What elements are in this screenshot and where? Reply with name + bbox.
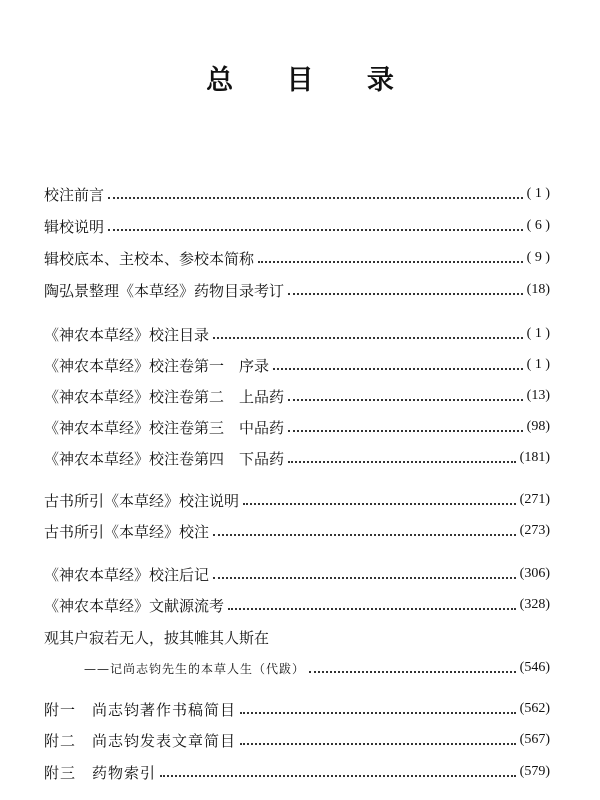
toc-entry-page: (273) bbox=[519, 523, 550, 538]
leader-dots bbox=[288, 461, 516, 463]
toc-entry-label: 附二 尚志钧发表文章简目 bbox=[44, 731, 237, 750]
toc-entry-page: ( 6 ) bbox=[526, 218, 550, 233]
toc-entry-page: (546) bbox=[519, 660, 550, 675]
toc-entry[interactable] bbox=[44, 384, 550, 408]
toc-entry[interactable] bbox=[44, 182, 550, 206]
toc-entry-label: ——记尚志钧先生的本草人生（代跋） bbox=[84, 661, 306, 676]
page-title: 总 目 录 bbox=[206, 65, 416, 96]
toc-entry-label: 附一 尚志钧著作书稿简目 bbox=[44, 700, 237, 719]
leader-dots bbox=[160, 775, 516, 777]
toc-entry-page: ( 1 ) bbox=[526, 326, 550, 341]
leader-dots bbox=[258, 261, 523, 263]
toc-entry[interactable] bbox=[44, 760, 550, 784]
leader-dots bbox=[108, 197, 523, 199]
leader-dots bbox=[243, 503, 516, 505]
leader-dots bbox=[213, 534, 516, 536]
leader-dots bbox=[273, 368, 523, 370]
toc-entry-page: (181) bbox=[519, 450, 550, 465]
leader-dots bbox=[309, 671, 516, 673]
toc-entry-label: 《神农本草经》校注卷第二 上品药 bbox=[44, 387, 285, 406]
toc-entry[interactable] bbox=[44, 593, 550, 617]
leader-dots bbox=[228, 608, 516, 610]
leader-dots bbox=[213, 577, 516, 579]
toc-entry[interactable] bbox=[44, 278, 550, 302]
toc-entry-page: (98) bbox=[526, 419, 550, 434]
toc-entry-label: 《神农本草经》校注卷第四 下品药 bbox=[44, 449, 285, 468]
toc-entry-label: 校注前言 bbox=[44, 185, 105, 204]
toc-entry-page: (13) bbox=[526, 388, 550, 403]
toc-entry-label: 辑校说明 bbox=[44, 217, 105, 236]
toc-entry-label: 古书所引《本草经》校注说明 bbox=[44, 491, 240, 510]
toc-entry-page: ( 1 ) bbox=[526, 186, 550, 201]
leader-dots bbox=[240, 712, 516, 714]
toc-entry[interactable] bbox=[44, 322, 550, 346]
toc-entry[interactable] bbox=[44, 519, 550, 543]
toc-entry-subtitle[interactable] bbox=[44, 656, 550, 680]
toc-entry-label: 陶弘景整理《本草经》药物目录考订 bbox=[44, 281, 285, 300]
toc-entry-page: (328) bbox=[519, 597, 550, 612]
toc-entry-page: ( 9 ) bbox=[526, 250, 550, 265]
toc-entry[interactable] bbox=[44, 415, 550, 439]
toc-heading-line: 观其户寂若无人，披其帷其人斯在 bbox=[44, 629, 270, 647]
toc-entry-page: (567) bbox=[519, 732, 550, 747]
toc-entry-page: (306) bbox=[519, 566, 550, 581]
toc-entry-page: (562) bbox=[519, 701, 550, 716]
leader-dots bbox=[288, 430, 523, 432]
toc-entry[interactable] bbox=[44, 353, 550, 377]
toc-entry[interactable] bbox=[44, 562, 550, 586]
toc-entry[interactable] bbox=[44, 446, 550, 470]
toc-entry[interactable] bbox=[44, 246, 550, 270]
leader-dots bbox=[213, 337, 523, 339]
toc-entry-label: 《神农本草经》校注卷第一 序录 bbox=[44, 356, 270, 375]
leader-dots bbox=[240, 743, 516, 745]
toc-entry-page: (18) bbox=[526, 282, 550, 297]
toc-entry-label: 《神农本草经》校注后记 bbox=[44, 565, 210, 584]
toc-entry-label: 辑校底本、主校本、参校本简称 bbox=[44, 249, 255, 268]
toc-entry-page: ( 1 ) bbox=[526, 357, 550, 372]
leader-dots bbox=[288, 293, 523, 295]
toc-entry-label: 《神农本草经》校注卷第三 中品药 bbox=[44, 418, 285, 437]
toc-entry-label: 《神农本草经》文献源流考 bbox=[44, 596, 225, 615]
toc-entry-page: (271) bbox=[519, 492, 550, 507]
toc-entry-label: 古书所引《本草经》校注 bbox=[44, 522, 210, 541]
toc-entry[interactable] bbox=[44, 697, 550, 721]
toc-entry[interactable] bbox=[44, 488, 550, 512]
toc-entry[interactable] bbox=[44, 214, 550, 238]
leader-dots bbox=[288, 399, 523, 401]
toc-entry-label: 《神农本草经》校注目录 bbox=[44, 325, 210, 344]
leader-dots bbox=[108, 229, 523, 231]
toc-entry[interactable] bbox=[44, 728, 550, 752]
toc-entry-page: (579) bbox=[519, 764, 550, 779]
toc-entry-label: 附三 药物索引 bbox=[44, 763, 157, 782]
